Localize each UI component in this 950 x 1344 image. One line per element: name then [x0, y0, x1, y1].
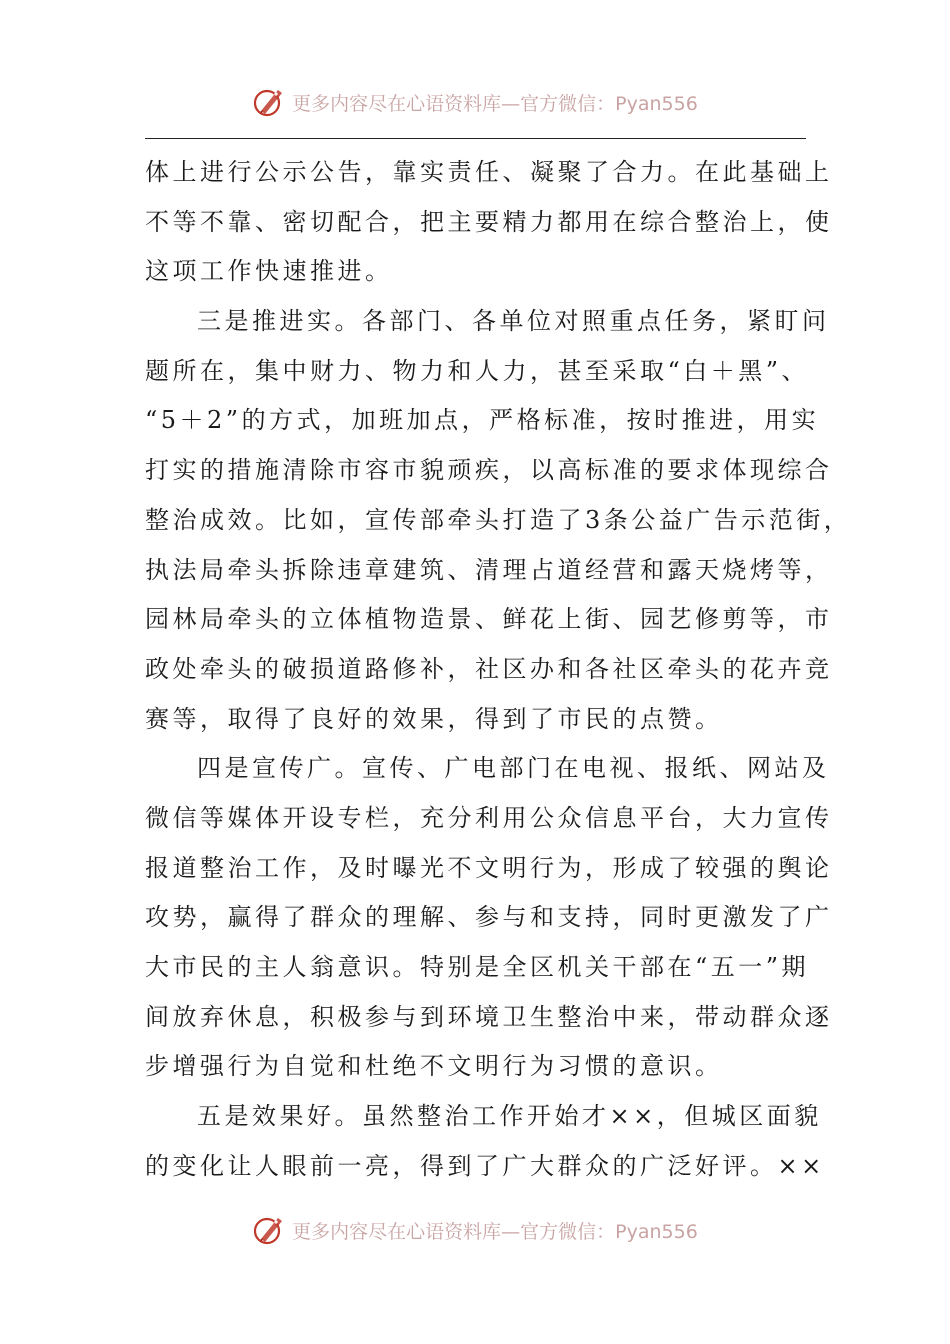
- body-line: 赛等，取得了良好的效果，得到了市民的点赞。: [145, 704, 723, 733]
- body-line: 微信等媒体开设专栏，充分利用公众信息平台，大力宣传: [145, 803, 833, 832]
- body-line: “5＋2”的方式，加班加点，严格标准，按时推进，用实: [145, 406, 820, 435]
- body-line: 政处牵头的破损道路修补，社区办和各社区牵头的花卉竞: [145, 654, 833, 683]
- footer-banner: [0, 1210, 950, 1250]
- body-line: 攻势，赢得了群众的理解、参与和支持，同时更激发了广: [145, 903, 833, 932]
- body-line: 四是宣传广。宣传、广电部门在电视、报纸、网站及: [197, 754, 830, 783]
- body-line: 三是推进实。各部门、各单位对照重点任务，紧盯问: [197, 307, 830, 336]
- body-line: 整治成效。比如，宣传部牵头打造了3条公益广告示范街，: [145, 505, 852, 534]
- pen-nib-circle-icon: [252, 1212, 288, 1248]
- header-divider: [145, 138, 806, 139]
- body-line: 大市民的主人翁意识。特别是全区机关干部在“五一”期: [145, 953, 810, 981]
- body-line: 的变化让人眼前一亮，得到了广大群众的广泛好评。××: [145, 1151, 825, 1180]
- body-line: 步增强行为自觉和杜绝不文明行为习惯的意识。: [145, 1052, 723, 1081]
- body-line: 打实的措施清除市容市貌顽疾，以高标准的要求体现综合: [145, 456, 833, 485]
- document-body: [145, 148, 852, 1191]
- body-line: 五是效果好。虽然整治工作开始才××，但城区面貌: [197, 1102, 822, 1131]
- body-line: 体上进行公示公告，靠实责任、凝聚了合力。在此基础上: [145, 158, 833, 186]
- wechat-handle: Pyan556: [615, 1220, 698, 1243]
- wechat-handle: Pyan556: [615, 92, 698, 115]
- body-line: 报道整治工作，及时曝光不文明行为，形成了较强的舆论: [145, 853, 833, 882]
- body-line: 不等不靠、密切配合，把主要精力都用在综合整治上，使: [145, 207, 833, 236]
- body-line: 这项工作快速推进。: [145, 257, 393, 286]
- header-banner: [0, 82, 950, 122]
- pen-nib-circle-icon: [252, 84, 288, 120]
- body-line: 间放弃休息，积极参与到环境卫生整治中来，带动群众逐: [145, 1002, 833, 1031]
- body-line: 园林局牵头的立体植物造景、鲜花上街、园艺修剪等，市: [145, 605, 833, 634]
- body-line: 执法局牵头拆除违章建筑、清理占道经营和露天烧烤等，: [145, 555, 833, 584]
- header-banner-text: 更多内容尽在心语资料库—官方微信：Pyan556: [292, 92, 698, 115]
- body-line: 题所在，集中财力、物力和人力，甚至采取“白＋黑”、: [145, 356, 810, 385]
- footer-banner-text: 更多内容尽在心语资料库—官方微信：Pyan556: [292, 1220, 698, 1243]
